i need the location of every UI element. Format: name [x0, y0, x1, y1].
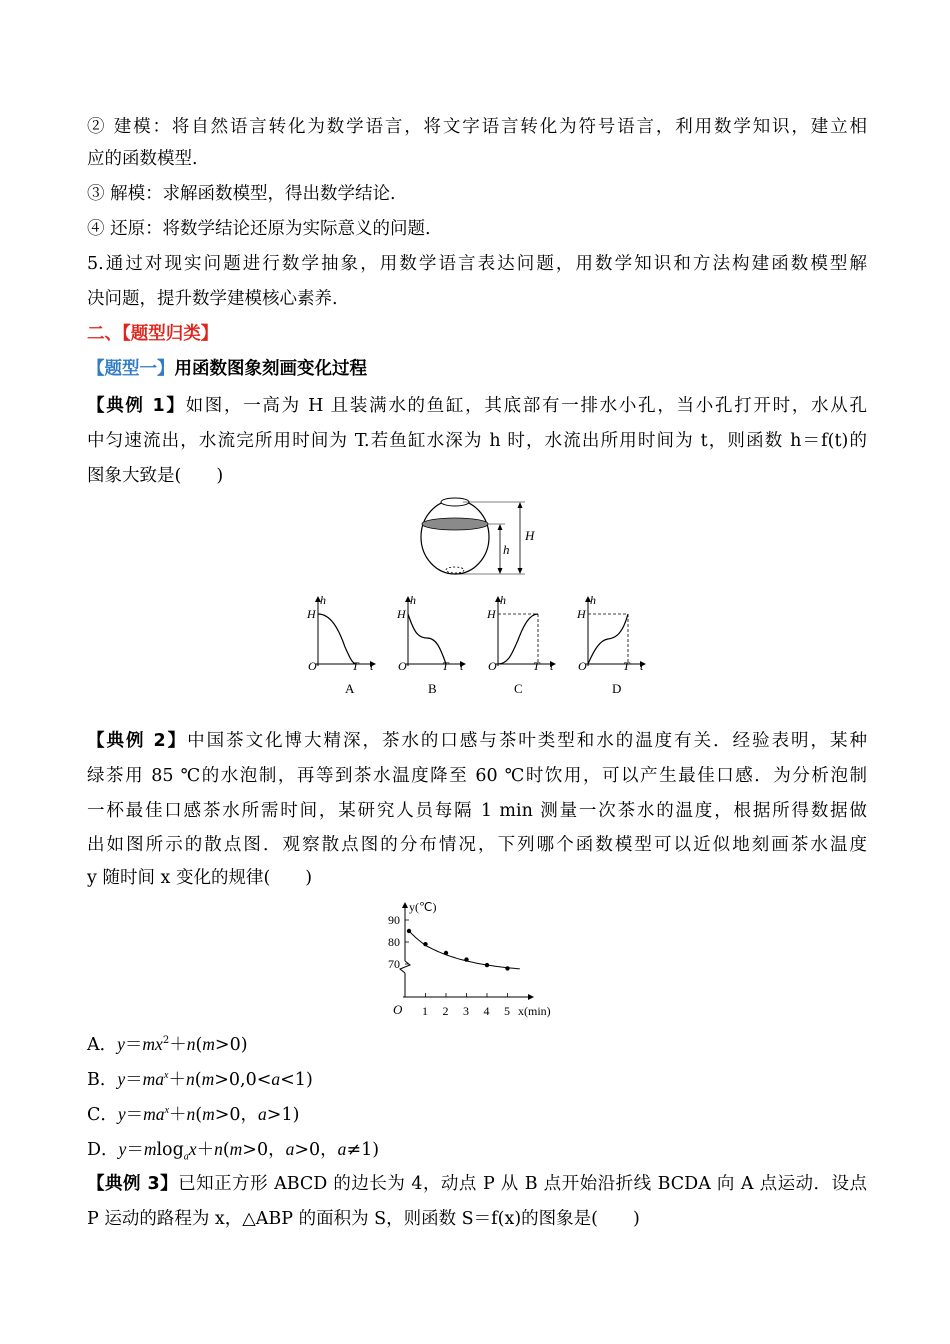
- data-point: [485, 963, 489, 967]
- graph-D: [576, 593, 645, 696]
- svg-text:T: T: [533, 659, 540, 673]
- svg-text:t: t: [640, 659, 644, 673]
- graph-B: [396, 593, 465, 696]
- svg-text:T: T: [623, 659, 630, 673]
- data-point: [407, 929, 411, 933]
- svg-text:H: H: [307, 607, 316, 621]
- svg-text:t: t: [550, 659, 554, 673]
- paragraph-modeling-step-cont: 应的函数模型.: [87, 149, 198, 169]
- example1-line3: 图象大致是( ): [87, 466, 224, 486]
- svg-text:t: t: [460, 659, 464, 673]
- origin-label: O: [393, 1002, 403, 1017]
- paragraph-modeling-step: ② 建模：将自然语言转化为数学语言，将文字语言转化为符号语言，利用数学知识，建立相: [87, 117, 867, 137]
- x-tick-label: 5: [504, 1004, 510, 1018]
- example1-text: 如图，一高为 H 且装满水的鱼缸，其底部有一排水小孔，当小孔打开时，水从孔: [185, 396, 867, 416]
- water-surface: [422, 518, 488, 530]
- data-point: [505, 966, 509, 970]
- data-point: [423, 942, 427, 946]
- type-tag: 【题型一】: [87, 359, 175, 379]
- label-H: H: [525, 528, 535, 543]
- label-D: D: [612, 681, 622, 696]
- option-B[interactable]: B．$y=ma^x+n(m>0,0<a<1)$: [87, 1069, 313, 1090]
- curve-B: [408, 614, 446, 664]
- svg-text:h: h: [500, 593, 506, 607]
- example1-line1: [87, 390, 867, 422]
- y-axis-label: y(℃): [409, 900, 437, 914]
- svg-text:h: h: [590, 593, 596, 607]
- y-tick-label: 90: [388, 913, 400, 927]
- example1-line2: 中匀速流出，水流完所用时间为 T.若鱼缸水深为 h 时，水流出所用时间为 t，则函数 h＝f(t)的: [87, 431, 867, 451]
- svg-text:h: h: [410, 593, 416, 607]
- svg-text:O: O: [488, 659, 497, 673]
- svg-text:T: T: [352, 659, 359, 673]
- svg-text:t: t: [370, 659, 374, 673]
- type-heading: [87, 353, 867, 385]
- paragraph-solving-step: ③ 解模：求解函数模型，得出数学结论.: [87, 184, 396, 204]
- data-point: [444, 951, 448, 955]
- example1-label: 【典例 1】: [87, 396, 186, 416]
- graph-C: [486, 593, 555, 696]
- curve-D: [588, 614, 628, 664]
- option-D[interactable]: D．y＝mlog$_a$x＋n(m>0，a>0，a≠1): [87, 1139, 380, 1163]
- y-tick-label: 70: [388, 957, 400, 971]
- label-h: h: [503, 542, 510, 557]
- example2-line4: 出如图所示的散点图．观察散点图的分布情况，下列哪个函数模型可以近似地刻画茶水温度: [87, 835, 867, 855]
- option-C[interactable]: C．$y=ma^x+n(m>0$，a>1): [87, 1104, 300, 1125]
- example3-label: 【典例 3】: [87, 1174, 179, 1194]
- svg-text:H: H: [577, 607, 586, 621]
- type-title: 用函数图象刻画变化过程: [174, 359, 367, 379]
- svg-text:O: O: [578, 659, 587, 673]
- scatter-chart: [385, 897, 565, 1022]
- trend-curve: [409, 931, 520, 969]
- paragraph-point-5-cont: 决问题，提升数学建模核心素养.: [87, 289, 338, 309]
- curve-A: [318, 614, 356, 664]
- svg-text:O: O: [398, 659, 407, 673]
- label-A: A: [345, 681, 355, 696]
- x-tick-label: 2: [442, 1004, 449, 1018]
- fishbowl-figure: [405, 492, 545, 584]
- graph-A: [306, 593, 375, 696]
- svg-text:T: T: [442, 659, 449, 673]
- example2-text: 中国茶文化博大精深，茶水的口感与茶叶类型和水的温度有关．经验表明，某种: [187, 731, 867, 751]
- drain-hole: [446, 567, 464, 573]
- example3-line2: P 运动的路程为 x，△ABP 的面积为 S，则函数 S＝f(x)的图象是( ): [87, 1209, 640, 1229]
- svg-text:h: h: [320, 593, 326, 607]
- x-tick-label: 3: [463, 1004, 469, 1018]
- example3-line1: [87, 1168, 867, 1200]
- label-C: C: [514, 681, 523, 696]
- example2-line5: y 随时间 x 变化的规律( ): [87, 868, 313, 888]
- option-A[interactable]: A．$y=mx^2+n(m>0)$: [87, 1034, 248, 1055]
- svg-text:H: H: [397, 607, 406, 621]
- y-tick-label: 80: [388, 935, 400, 949]
- paragraph-point-5: 5.通过对现实问题进行数学抽象，用数学语言表达问题，用数学知识和方法构建函数模型解: [87, 254, 867, 274]
- example2-label: 【典例 2】: [87, 731, 188, 751]
- answer-graphs: [290, 592, 670, 700]
- example2-line1: [87, 725, 867, 757]
- curve-C: [498, 614, 538, 664]
- x-axis-label: x(min): [518, 1004, 551, 1018]
- example2-line2: 绿茶用 85 ℃的水泡制，再等到茶水温度降至 60 ℃时饮用，可以产生最佳口感．为分析泡制: [87, 766, 867, 786]
- example2-line3: 一杯最佳口感茶水所需时间，某研究人员每隔 1 min 测量一次茶水的温度，根据所得数据做: [87, 801, 867, 821]
- section-heading: 二、【题型归类】: [87, 324, 219, 344]
- label-B: B: [428, 681, 437, 696]
- x-tick-label: 1: [422, 1004, 428, 1018]
- x-tick-label: 4: [483, 1004, 490, 1018]
- svg-text:O: O: [308, 659, 317, 673]
- example3-text: 已知正方形 ABCD 的边长为 4，动点 P 从 B 点开始沿折线 BCDA 向 A 点运动．设点: [178, 1174, 867, 1194]
- axis-break: [400, 961, 410, 973]
- data-point: [464, 957, 468, 961]
- svg-text:H: H: [487, 607, 496, 621]
- paragraph-restore-step: ④ 还原：将数学结论还原为实际意义的问题.: [87, 219, 431, 239]
- bowl-outline: [421, 500, 489, 574]
